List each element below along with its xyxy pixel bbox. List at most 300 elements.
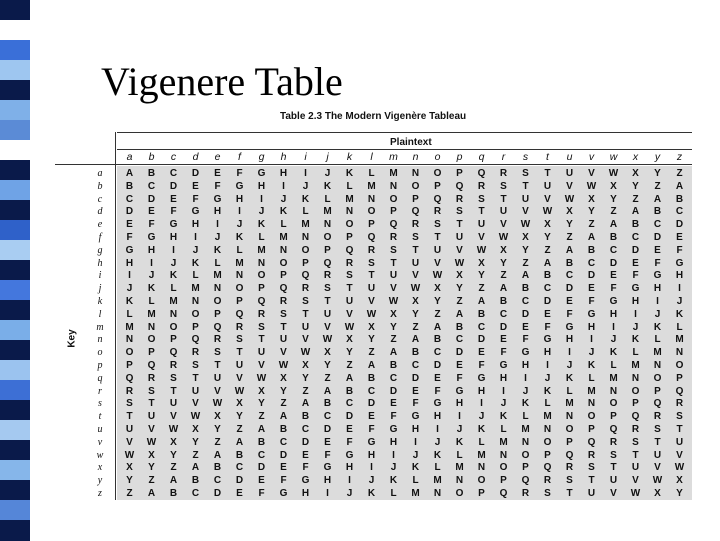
tableau-cell: H (587, 321, 596, 333)
tableau-cell: W (432, 270, 443, 282)
tableau-cell: S (544, 488, 551, 499)
tableau-cell: M (279, 232, 288, 243)
tableau-cell: F (610, 283, 617, 295)
tableau-cell: W (454, 257, 465, 269)
tableau-cell: P (588, 424, 595, 435)
tableau-cell: X (434, 283, 441, 295)
tableau-cell: A (125, 168, 134, 179)
tableau-cell: F (324, 449, 331, 461)
tableau-cell: Z (192, 449, 199, 461)
tableau-cell: J (148, 270, 155, 282)
tableau-cell: W (498, 232, 509, 243)
tableau-cell: Z (610, 206, 617, 218)
tableau-cell: N (653, 360, 662, 371)
tableau-cell: D (125, 206, 134, 218)
tableau-cell: I (436, 424, 439, 435)
tableau-cell: V (258, 360, 265, 371)
tableau-cell: N (213, 283, 222, 295)
tableau-cell: Z (588, 219, 595, 231)
tableau-cell: S (324, 283, 331, 295)
tableau-cell: D (675, 219, 684, 231)
tableau-cell: V (676, 449, 683, 461)
tableau-cell: U (543, 180, 552, 192)
tableau-cell: W (190, 411, 201, 423)
tableau-cell: Y (236, 411, 243, 423)
tableau-cell: R (125, 385, 134, 397)
tableau-cell: Y (214, 424, 221, 435)
tableau-cell: Z (676, 168, 683, 179)
tableau-cell: T (434, 232, 441, 243)
tableau-cell: X (566, 206, 573, 218)
tableau-cell: M (653, 347, 662, 359)
tableau-cell: S (280, 308, 287, 320)
tableau-cell: M (521, 424, 530, 435)
tableau-cell: A (147, 488, 156, 499)
tableau-cell: J (214, 232, 221, 243)
tableau-cell: B (191, 475, 200, 487)
tableau-cell: X (170, 436, 177, 448)
tableau-cell: I (590, 334, 593, 346)
tableau-cell: H (609, 308, 618, 320)
tableau-cell: V (126, 436, 133, 448)
plaintext-header-letter: b (148, 151, 155, 163)
plaintext-header-letter: e (214, 151, 221, 163)
tableau-cell: C (433, 347, 442, 359)
tableau-cell: U (653, 449, 662, 461)
tableau-cell: H (631, 296, 640, 307)
tableau-cell: F (236, 168, 243, 179)
tableau-cell: N (499, 449, 508, 461)
tableau-cell: S (478, 193, 485, 205)
tableau-cell: Z (324, 372, 331, 384)
tableau-cell: F (192, 193, 199, 205)
tableau-cell: S (610, 449, 617, 461)
tableau-cell: O (147, 334, 156, 346)
tableau-cell: R (543, 475, 552, 487)
tableau-cell: D (367, 398, 376, 410)
tableau-cell: E (500, 334, 507, 346)
tableau-cell: C (455, 334, 464, 346)
tableau-cell: S (148, 385, 155, 397)
tableau-cell: U (499, 206, 508, 218)
tableau-cell: Q (521, 475, 530, 487)
tableau-cell: J (676, 296, 683, 307)
tableau-cell: T (566, 488, 573, 499)
tableau-cell: Z (170, 462, 177, 474)
stripe-block (0, 140, 30, 161)
stripe-block (0, 200, 30, 221)
tableau-cell: U (191, 385, 200, 397)
tableau-cell: A (455, 308, 464, 320)
tableau-cell: F (302, 462, 309, 474)
tableau-cell: E (192, 180, 199, 192)
tableau-cell: Q (675, 385, 684, 397)
tableau-cell: X (478, 257, 485, 269)
tableau-cell: C (631, 232, 640, 243)
tableau-cell: U (587, 488, 596, 499)
stripe-block (0, 240, 30, 261)
tableau-cell: O (389, 193, 398, 205)
tableau-cell: K (169, 270, 178, 282)
tableau-cell: I (502, 385, 505, 397)
tableau-cell: V (434, 257, 441, 269)
tableau-cell: Y (258, 398, 265, 410)
tableau-cell: P (544, 449, 551, 461)
tableau-cell: R (587, 449, 596, 461)
tableau-cell: C (565, 270, 574, 282)
tableau-cell: C (257, 449, 266, 461)
tableau-cell: B (543, 270, 552, 282)
tableau-cell: J (566, 360, 573, 371)
tableau-cell: Y (434, 296, 441, 307)
key-letter: j (98, 283, 102, 295)
tableau-cell: C (587, 257, 596, 269)
key-letter: q (97, 372, 103, 384)
tableau-cell: O (433, 168, 442, 179)
tableau-cell: Z (654, 180, 661, 192)
tableau-cell: H (169, 232, 178, 243)
tableau-cell: T (676, 424, 683, 435)
plaintext-header-letter: q (478, 151, 485, 163)
tableau-cell: V (544, 193, 551, 205)
tableau-cell: Q (345, 244, 354, 256)
tableau-cell: Y (522, 244, 529, 256)
tableau-cell: I (568, 347, 571, 359)
tableau-cell: H (125, 257, 134, 269)
tableau-cell: K (301, 193, 310, 205)
tableau-cell: V (148, 424, 155, 435)
tableau-cell: S (434, 219, 441, 231)
tableau-cell: I (128, 270, 131, 282)
tableau-cell: O (477, 475, 486, 487)
tableau-cell: N (191, 296, 200, 307)
tableau-cell: G (125, 244, 134, 256)
key-letter: r (98, 385, 102, 397)
tableau-cell: T (192, 372, 199, 384)
tableau-cell: F (456, 372, 463, 384)
tableau-cell: G (631, 283, 640, 295)
tableau-cell: F (148, 219, 155, 231)
tableau-cell: W (542, 206, 553, 218)
tableau-cell: M (213, 270, 222, 282)
key-letter: a (97, 168, 103, 179)
tableau-cell: D (455, 347, 464, 359)
tableau-cell: H (543, 347, 552, 359)
tableau-cell: M (323, 206, 332, 218)
tableau-cell: O (587, 411, 596, 423)
tableau-cell: R (455, 193, 464, 205)
tableau-cell: P (654, 385, 661, 397)
tableau-cell: J (522, 385, 529, 397)
tableau-cell: Y (346, 347, 353, 359)
tableau-cell: R (433, 206, 442, 218)
tableau-cell: F (368, 424, 375, 435)
tableau-cell: K (323, 180, 332, 192)
tableau-cell: T (588, 475, 595, 487)
tableau-cell: U (235, 360, 244, 371)
tableau-cell: E (302, 449, 309, 461)
tableau-cell: O (631, 385, 640, 397)
tableau-cell: N (477, 462, 486, 474)
tableau-cell: E (236, 488, 243, 499)
tableau-cell: P (676, 372, 683, 384)
tableau-cell: A (499, 283, 508, 295)
tableau-cell: Q (565, 449, 574, 461)
tableau-cell: E (566, 296, 573, 307)
plaintext-header-letter: r (501, 151, 506, 163)
tableau-cell: Q (279, 283, 288, 295)
tableau-cell: S (566, 475, 573, 487)
tableau-cell: Q (411, 206, 420, 218)
tableau-cell: L (126, 308, 133, 320)
tableau-cell: O (235, 283, 244, 295)
tableau-cell: B (257, 436, 266, 448)
tableau-cell: B (455, 321, 464, 333)
stripe-block (0, 500, 30, 521)
tableau-cell: O (191, 308, 200, 320)
tableau-cell: I (194, 232, 197, 243)
stripe-block (0, 220, 30, 241)
tableau-cell: Y (148, 462, 155, 474)
tableau-cell: T (654, 436, 661, 448)
tableau-cell: E (456, 360, 463, 371)
tableau-cell: S (522, 168, 529, 179)
tableau-cell: C (169, 168, 178, 179)
tableau-cell: C (543, 283, 552, 295)
tableau-cell: J (478, 411, 485, 423)
tableau-cell: T (544, 168, 551, 179)
tableau-cell: B (345, 385, 354, 397)
tableau-cell: A (257, 424, 266, 435)
tableau-cell: K (411, 462, 420, 474)
tableau-cell: E (544, 308, 551, 320)
tableau-cell: M (477, 449, 486, 461)
tableau-cell: R (389, 232, 398, 243)
tableau-cell: B (367, 372, 376, 384)
tableau-cell: O (323, 232, 332, 243)
tableau-cell: T (148, 398, 155, 410)
tableau-cell: Y (126, 475, 133, 487)
tableau-cell: H (499, 372, 508, 384)
tableau-cell: B (433, 334, 442, 346)
tableau-cell: Q (169, 347, 178, 359)
tableau-cell: P (478, 488, 485, 499)
stripe-block (0, 60, 30, 81)
tableau-cell: V (588, 168, 595, 179)
tableau-cell: L (192, 270, 199, 282)
tableau-cell: Y (170, 449, 177, 461)
tableau-cell: V (412, 270, 419, 282)
tableau-cell: T (390, 257, 397, 269)
tableau-cell: D (631, 244, 640, 256)
tableau-cell: N (455, 475, 464, 487)
key-letter: m (96, 321, 104, 333)
tableau-cell: L (632, 347, 639, 359)
tableau-cell: A (367, 360, 376, 371)
tableau-cell: U (125, 424, 134, 435)
tableau-cell: I (172, 244, 175, 256)
tableau-cell: K (521, 398, 530, 410)
stripe-block (0, 40, 30, 61)
tableau-cell: J (346, 488, 353, 499)
tableau-cell: I (480, 398, 483, 410)
tableau-cell: W (146, 436, 157, 448)
tableau-cell: D (213, 488, 222, 499)
tableau-cell: W (366, 308, 377, 320)
tableau-cell: E (390, 398, 397, 410)
tableau-cell: P (258, 283, 265, 295)
tableau-cell: G (609, 296, 618, 307)
plaintext-rule (117, 149, 692, 150)
tableau-cell: S (368, 257, 375, 269)
tableau-cell: U (213, 372, 222, 384)
tableau-cell: W (212, 398, 223, 410)
tableau-cell: Y (280, 385, 287, 397)
tableau-cell: R (301, 283, 310, 295)
tableau-cell: Q (389, 219, 398, 231)
tableau-cell: Q (257, 296, 266, 307)
tableau-cell: O (169, 321, 178, 333)
tableau-cell: D (257, 462, 266, 474)
tableau-cell: Y (412, 308, 419, 320)
tableau-cell: I (326, 488, 329, 499)
tableau-cell: Q (587, 436, 596, 448)
tableau-cell: C (411, 360, 420, 371)
plaintext-header-letter: m (389, 151, 398, 163)
plaintext-header-letter: o (434, 151, 441, 163)
tableau-cell: F (258, 488, 265, 499)
key-letter: f (98, 232, 102, 243)
tableau-cell: T (258, 334, 265, 346)
tableau-cell: P (500, 475, 507, 487)
key-letter: l (98, 308, 102, 320)
tableau-cell: U (147, 411, 156, 423)
tableau-cell: P (610, 411, 617, 423)
tableau-cell: N (587, 398, 596, 410)
tableau-cell: W (476, 244, 487, 256)
tableau-cell: Z (478, 283, 485, 295)
tableau-cell: Z (500, 270, 507, 282)
tableau-cell: X (390, 308, 397, 320)
tableau-cell: W (586, 180, 597, 192)
tableau-cell: R (279, 296, 288, 307)
tableau-cell: W (344, 321, 355, 333)
tableau-cell: U (609, 475, 618, 487)
tableau-cell: O (521, 449, 530, 461)
tableau-cell: C (521, 296, 530, 307)
tableau-cell: J (302, 180, 309, 192)
tableau-cell: O (367, 206, 376, 218)
plaintext-header-letter: v (588, 151, 595, 163)
key-letter: i (98, 270, 102, 282)
tableau-cell: B (609, 232, 618, 243)
tableau-cell: I (546, 360, 549, 371)
tableau-cell: A (213, 449, 222, 461)
tableau-cell: O (675, 360, 684, 371)
tableau-cell: M (345, 193, 354, 205)
tableau-cell: I (634, 308, 637, 320)
tableau-cell: O (301, 244, 310, 256)
tableau-cell: P (148, 347, 155, 359)
tableau-cell: D (323, 424, 332, 435)
tableau-cell: U (257, 347, 266, 359)
tableau-cell: Z (346, 360, 353, 371)
tableau-cell: R (499, 168, 508, 179)
tableau-cell: V (478, 232, 485, 243)
tableau-cell: L (588, 372, 595, 384)
tableau-cell: Z (258, 411, 265, 423)
tableau-cell: Q (433, 193, 442, 205)
tableau-cell: L (280, 219, 287, 231)
tableau-cell: D (565, 283, 574, 295)
tableau-cell: N (147, 321, 156, 333)
tableau-cell: G (675, 257, 684, 269)
tableau-cell: B (653, 206, 662, 218)
plaintext-header-letter: j (326, 151, 329, 163)
tableau-cell: K (191, 257, 200, 269)
tableau-cell: Y (192, 436, 199, 448)
tableau-cell: W (674, 462, 685, 474)
tableau-cell: F (478, 360, 485, 371)
tableau-cell: O (565, 424, 574, 435)
tableau-cell: U (477, 219, 486, 231)
tableau-cell: N (125, 334, 134, 346)
tableau-cell: S (236, 334, 243, 346)
tableau-cell: J (126, 283, 133, 295)
tableau-cell: F (522, 334, 529, 346)
key-letter: e (97, 219, 103, 231)
stripe-block (0, 360, 30, 381)
tableau-cell: M (433, 475, 442, 487)
key-letter: n (97, 334, 103, 346)
stripe-block (0, 440, 30, 461)
tableau-cell: X (544, 219, 551, 231)
tableau-cell: Z (434, 308, 441, 320)
tableau-cell: L (258, 232, 265, 243)
tableau-cell: D (169, 180, 178, 192)
tableau-cell: C (609, 244, 618, 256)
tableau-cell: K (257, 219, 266, 231)
tableau-cell: F (588, 296, 595, 307)
tableau-cell: U (675, 436, 684, 448)
tableau-cell: C (675, 206, 684, 218)
tableau-cell: E (654, 244, 661, 256)
tableau-cell: E (588, 283, 595, 295)
tableau-cell: E (324, 436, 331, 448)
tableau-cell: B (279, 424, 288, 435)
tableau-cell: B (389, 360, 398, 371)
tableau-cell: C (125, 193, 134, 205)
tableau-cell: T (324, 296, 331, 307)
tableau-cell: P (632, 398, 639, 410)
plaintext-header-letter: c (170, 151, 177, 163)
tableau-cell: L (302, 206, 309, 218)
tableau-cell: Y (456, 283, 463, 295)
tableau-cell: H (455, 398, 464, 410)
tableau-cell: R (609, 436, 618, 448)
tableau-cell: W (564, 193, 575, 205)
tableau-cell: M (609, 372, 618, 384)
tableau-cell: Y (478, 270, 485, 282)
key-letter: y (97, 475, 103, 487)
tableau-cell: J (192, 244, 199, 256)
tableau-cell: D (279, 449, 288, 461)
tableau-cell: A (675, 180, 684, 192)
tableau-cell: A (389, 347, 398, 359)
tableau-cell: V (236, 372, 243, 384)
tableau-cell: G (565, 321, 574, 333)
tableau-cell: K (477, 424, 486, 435)
